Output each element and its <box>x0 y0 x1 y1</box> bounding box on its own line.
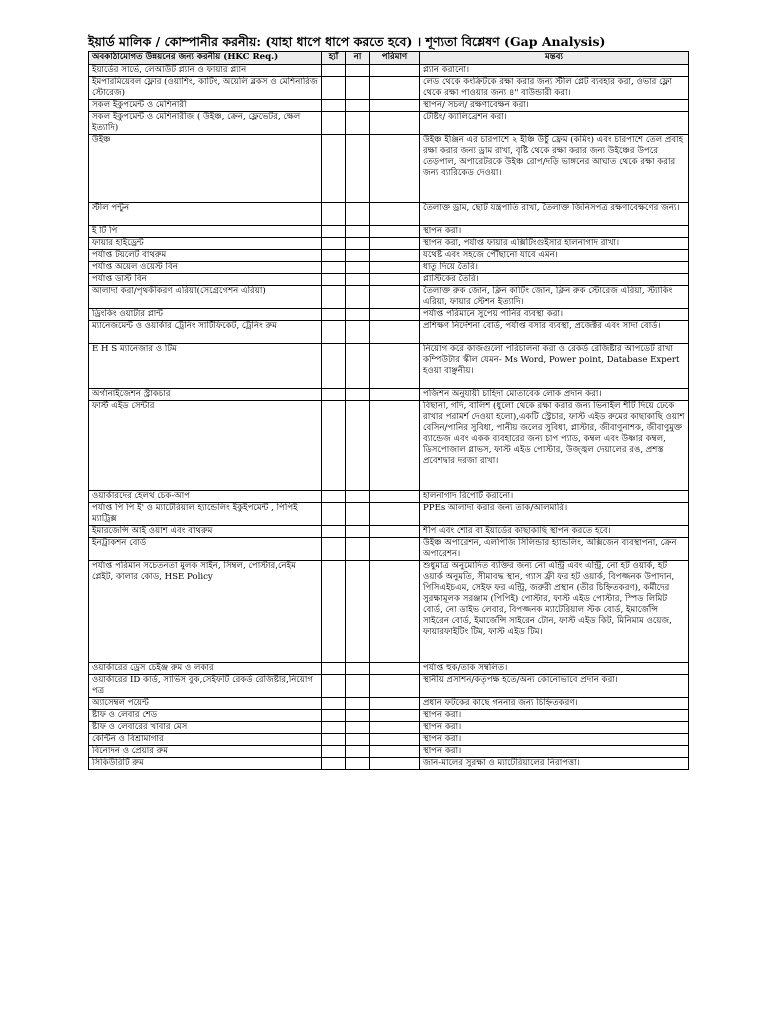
row-item: ফায়ার হাইড্রেন্ট <box>89 238 322 250</box>
document-page <box>88 34 688 770</box>
row-quantity-cell <box>370 503 420 526</box>
row-quantity-cell <box>370 746 420 758</box>
table-row <box>89 663 689 675</box>
table-row <box>89 309 689 321</box>
row-no-cell <box>346 675 370 698</box>
row-no-cell <box>346 734 370 746</box>
row-quantity-cell <box>370 663 420 675</box>
row-remark: লেড থেকে কংক্রিটকে রক্ষা করার জন্য স্টীল প্লেট ব্যবহার করা, ওভার ফ্লো থেকে রক্ষা পাওয়ার জন্য ৪" বাউন্ডারী করা। <box>420 77 689 100</box>
row-remark: স্থানীয় প্রসাশন/কতৃপক্ষ হতে/অন্য কোনোভাবে প্রদান করা। <box>420 675 689 698</box>
row-item: সকল ইকুপমেন্ট ও মেশিনারী <box>89 100 322 112</box>
row-yes-cell <box>322 722 346 734</box>
row-no-cell <box>346 538 370 561</box>
row-no-cell <box>346 238 370 250</box>
table-row <box>89 538 689 561</box>
row-remark: স্থাপন/ সচল/ রক্ষণাবেক্ষন করা। <box>420 100 689 112</box>
header-quantity: পরিমাণ <box>370 52 420 65</box>
row-quantity-cell <box>370 710 420 722</box>
row-no-cell <box>346 758 370 770</box>
row-yes-cell <box>322 344 346 389</box>
row-no-cell <box>346 274 370 286</box>
row-item: অর্গানাইজেশন স্ট্রাকচার <box>89 389 322 401</box>
row-item: কেন্টিন ও বিশ্রামাগার <box>89 734 322 746</box>
row-item: ইমারজেন্সি আই ওয়াশ এবং বাথরুম <box>89 526 322 538</box>
row-item: ইমপারমিয়েবল ফ্লোর (ওয়াশিং, কাটিং, অয়েলি ব্লকস ও মেশিনারিজ স্টোরেজ) <box>89 77 322 100</box>
row-quantity-cell <box>370 561 420 663</box>
row-item: উইঞ্চ <box>89 135 322 203</box>
row-quantity-cell <box>370 538 420 561</box>
row-no-cell <box>346 250 370 262</box>
row-item: ইনট্রাকশন বোর্ড <box>89 538 322 561</box>
header-row <box>89 52 689 65</box>
row-remark: স্থাপন করা, পর্যাপ্ত ফায়ার এক্সিটিংগুইসার হালনাগাদ রাখা। <box>420 238 689 250</box>
header-no: না <box>346 52 370 65</box>
row-quantity-cell <box>370 344 420 389</box>
row-no-cell <box>346 698 370 710</box>
row-no-cell <box>346 526 370 538</box>
row-yes-cell <box>322 758 346 770</box>
row-item: বিনোদন ও প্রেয়ার রুম <box>89 746 322 758</box>
row-quantity-cell <box>370 274 420 286</box>
row-yes-cell <box>322 526 346 538</box>
row-yes-cell <box>322 203 346 226</box>
table-row <box>89 77 689 100</box>
row-item: সকল ইকুপমেন্ট ও মেশিনারীজ ( উইঞ্চ, ক্রেন, ফ্লেভেটর, ক্ষেল ইত্যাদি) <box>89 112 322 135</box>
row-yes-cell <box>322 77 346 100</box>
row-item: ওয়ার্কারের ড্রেস চেইঞ্জ রুম ও লকার <box>89 663 322 675</box>
row-no-cell <box>346 389 370 401</box>
row-yes-cell <box>322 503 346 526</box>
row-no-cell <box>346 226 370 238</box>
row-quantity-cell <box>370 135 420 203</box>
table-row <box>89 758 689 770</box>
table-row <box>89 503 689 526</box>
row-yes-cell <box>322 663 346 675</box>
row-yes-cell <box>322 135 346 203</box>
row-no-cell <box>346 100 370 112</box>
row-no-cell <box>346 309 370 321</box>
row-remark: টেষ্টিং/ ক্যালিব্রেশন করা। <box>420 112 689 135</box>
row-quantity-cell <box>370 675 420 698</box>
row-remark: পজিশন অনুযায়ী চাহিদা মোতাবেক লোক প্রদান করা। <box>420 389 689 401</box>
row-item: ইয়ার্ডের সার্ভে, লেআউট প্ল্যান ও ফায়ার প্ল্যান <box>89 65 322 77</box>
row-item: ম্যানেজমেন্ট ও ওয়ার্কার ট্রেনিং সার্টিফিকেট, ট্রেনিং রুম <box>89 321 322 344</box>
table-row <box>89 710 689 722</box>
row-no-cell <box>346 286 370 309</box>
table-row <box>89 286 689 309</box>
row-no-cell <box>346 112 370 135</box>
row-yes-cell <box>322 112 346 135</box>
row-quantity-cell <box>370 65 420 77</box>
row-item: E H S ম্যানেজার ও টিম <box>89 344 322 389</box>
row-remark: প্লাস্টিকের তৈরি। <box>420 274 689 286</box>
row-item: ড্রিংকিং ওয়াটার প্লান্ট <box>89 309 322 321</box>
row-yes-cell <box>322 321 346 344</box>
row-no-cell <box>346 321 370 344</box>
row-remark: হালনাগাদ রিপোর্ট করানো। <box>420 491 689 503</box>
row-item: ফার্স্ট এইড সেন্টার <box>89 401 322 491</box>
row-yes-cell <box>322 675 346 698</box>
row-remark: তৈলাক্ত ড্রাম, ছোট যন্ত্রপাতি রাখা, তৈলাক্ত জিনিসপত্র রক্ষণাবেক্ষণের জন্য। <box>420 203 689 226</box>
table-row <box>89 722 689 734</box>
table-row <box>89 746 689 758</box>
row-remark: যথেষ্ট এবং সহজে পৌঁছানো যাবে এমন। <box>420 250 689 262</box>
row-remark: প্রধান ফটকের কাছে গননার জন্য চিহ্নিতকরণ। <box>420 698 689 710</box>
row-quantity-cell <box>370 401 420 491</box>
row-remark: উইঞ্চ অপারেশন, এলপিজি সিলিন্ডার হ্যান্ডলিং, অক্সিজেন ব্যবস্থাপনা, ক্রেন অপারেশন। <box>420 538 689 561</box>
row-item: ওয়ার্কারদের হেলথ চেক-আপ <box>89 491 322 503</box>
table-row <box>89 135 689 203</box>
row-yes-cell <box>322 262 346 274</box>
row-quantity-cell <box>370 100 420 112</box>
row-no-cell <box>346 262 370 274</box>
table-row <box>89 65 689 77</box>
row-quantity-cell <box>370 112 420 135</box>
row-quantity-cell <box>370 526 420 538</box>
row-quantity-cell <box>370 262 420 274</box>
row-quantity-cell <box>370 722 420 734</box>
row-quantity-cell <box>370 238 420 250</box>
row-yes-cell <box>322 309 346 321</box>
row-quantity-cell <box>370 203 420 226</box>
row-no-cell <box>346 491 370 503</box>
row-remark: PPEs আলাদা করার জন্য তাক/আলমারি। <box>420 503 689 526</box>
document-title: ইয়ার্ড মালিক / কোম্পানীর করনীয়: (যাহা ধাপে ধাপে করতে হবে) । শূণ্যতা বিশ্লেষণ (Gap Analysis) <box>88 34 606 49</box>
row-yes-cell <box>322 65 346 77</box>
row-remark: শীপ এবং শোর বা ইয়ার্ডের কাছাকাছি স্থাপন করতে হবে। <box>420 526 689 538</box>
row-item: পর্যাপ্ত পরিমান সচেতনতা মুলক সাইন, সিম্বল, পোস্টার,নেইম প্লেইট, কালার কোড, HSE Policy <box>89 561 322 663</box>
row-item: অ্যাসেম্বল পয়েন্ট <box>89 698 322 710</box>
row-item: পর্যাপ্ত টয়লেট বাথরুম <box>89 250 322 262</box>
row-no-cell <box>346 344 370 389</box>
table-row <box>89 112 689 135</box>
row-no-cell <box>346 561 370 663</box>
header-item: অবকাঠামোগত উন্নয়নের জন্য করনীয় (HKC Req.) <box>89 52 322 65</box>
row-quantity-cell <box>370 734 420 746</box>
table-row <box>89 226 689 238</box>
row-yes-cell <box>322 561 346 663</box>
row-remark: পর্যাপ্ত পরিমানে সুপেয় পানির ব্যবস্থা করা। <box>420 309 689 321</box>
table-row <box>89 203 689 226</box>
row-remark: স্থাপন করা। <box>420 746 689 758</box>
row-quantity-cell <box>370 77 420 100</box>
table-row <box>89 526 689 538</box>
row-yes-cell <box>322 286 346 309</box>
row-yes-cell <box>322 226 346 238</box>
row-remark: তৈলাক্ত রুক জোন, ক্লিন কাটিং জোন, ক্লিন রুক স্টোরেজ এরিয়া, স্ট্যাকিং এরিয়া, ফায়ার স্টেশন ইত্যাদি। <box>420 286 689 309</box>
row-quantity-cell <box>370 491 420 503</box>
row-quantity-cell <box>370 758 420 770</box>
row-remark: উইঞ্চ ইঞ্জিন এর চারপাশে ২ ইঞ্চি উচুঁ ফ্রেম (কমিং) এবং চারপাশে তেল প্রবাহ রক্ষা করার জন্য ড্রাম রাখা, বৃষ্টি থেকে রক্ষা করার জন্য উইঞ্চের উপরে তেড়পাল, অপারেটরকে উইঞ্চ রোপ/দড়ি ভাঙ্গনের আঘাত থেকে রক্ষা করার জন্য ব্যারিকেড দেওয়া। <box>420 135 689 203</box>
table-row <box>89 561 689 663</box>
row-yes-cell <box>322 100 346 112</box>
row-remark: স্থাপন করা। <box>420 722 689 734</box>
table-row <box>89 344 689 389</box>
table-row <box>89 100 689 112</box>
row-remark: প্রশিক্ষণ নির্দেশনা বোর্ড, পর্যাপ্ত বসার ব্যবস্থা, প্রজেক্টর এবং সাদা বোর্ড। <box>420 321 689 344</box>
row-remark: স্থাপন করা। <box>420 226 689 238</box>
row-quantity-cell <box>370 698 420 710</box>
row-item: স্টীল পন্টুন <box>89 203 322 226</box>
row-no-cell <box>346 722 370 734</box>
row-remark: স্থাপন করা। <box>420 734 689 746</box>
row-remark: শুধুমাত্র অনুমোদিত ব্যক্তির জন্য নো এন্ট্রি এবং এন্ট্রি, নো হট ওয়ার্ক, হট ওয়ার্ক অনুমতি, সীমাবদ্ধ স্থান, গ্যাস ফ্রী ফর হট ওয়ার্ক, বিপজ্জনক উপাদান, পিসিএইচএম, সেইফ ফর এন্ট্রি, জরুরী প্রস্থান (তীর চিহ্নিতকরণ), কর্মীদের সুরক্ষামূলক সরঞ্জাম (পিপিই) পোস্টার, ফাস্ট এইড পোস্টার, স্পিড লিমিট বোর্ড, নো ডাইভ লেবার, বিপজ্জনক ম্যাটেরিয়াল স্টক বোর্ড, ইমার্জেন্সি সাইরেন বোর্ড, ইমার্জেন্সি সাইরেন টোন, ফাস্ট এইড কিট, মিনিমাম ওয়েজ, ফায়ারফাইটিং টিম, ফাস্ট এইড টিম। <box>420 561 689 663</box>
table-row <box>89 250 689 262</box>
row-no-cell <box>346 503 370 526</box>
row-yes-cell <box>322 491 346 503</box>
table-row <box>89 262 689 274</box>
row-item: ষ্টাফ ও লেবার শেড <box>89 710 322 722</box>
row-no-cell <box>346 77 370 100</box>
row-remark: স্থাপন করা। <box>420 710 689 722</box>
row-quantity-cell <box>370 226 420 238</box>
row-quantity-cell <box>370 286 420 309</box>
row-yes-cell <box>322 401 346 491</box>
row-item: ষ্টাফ ও লেবারের খাবার মেস <box>89 722 322 734</box>
row-quantity-cell <box>370 309 420 321</box>
row-item: সিকিউরিটি রুম <box>89 758 322 770</box>
row-yes-cell <box>322 734 346 746</box>
header-yes: হ্যাঁ <box>322 52 346 65</box>
row-remark: পর্যাপ্ত হুক/তাক সম্বলিত। <box>420 663 689 675</box>
row-yes-cell <box>322 746 346 758</box>
row-no-cell <box>346 135 370 203</box>
row-no-cell <box>346 663 370 675</box>
header-remark: মন্তব্য <box>420 52 689 65</box>
table-row <box>89 238 689 250</box>
row-yes-cell <box>322 238 346 250</box>
row-remark: বিছানা, গদি, বালিশ (ধুলো থেকে রক্ষা করার জন্য ভিনাইল শীট দিয়ে ঢেকে রাখার পরামর্শ দেওয়া হলো),একটি স্ট্রেচার, ফাস্ট এইড রুমের কাছাকাছি ওয়াশ বেসিন/পানির সুবিধা, পানীয় জলের সুবিধা, প্লাস্টার, জীবাণুনাশক, জীবাণুমুক্ত ব্যান্ডেজ এবং একক ব্যবহারের জন্য চাপ প্যাড, কম্বল এবং উষ্ণার কম্বল, ডিসপোজাল গ্লাভস, ফাস্ট এইড পোস্টার, উজ্জ্বল দেয়ালের রঙ, প্রশস্ত প্রবেশদ্বার দরজা রাখা। <box>420 401 689 491</box>
row-quantity-cell <box>370 250 420 262</box>
row-no-cell <box>346 65 370 77</box>
table-row <box>89 734 689 746</box>
row-no-cell <box>346 401 370 491</box>
row-item: আলাদা করা/পৃথকীকরণ এরিয়া(সেগ্রেগেশন এরিয়া) <box>89 286 322 309</box>
row-item: পর্যাপ্ত পি পি ই' ও ম্যাটেরিয়াল হ্যান্ডেলিং ইকুইপমেন্ট , পিপিই ম্যাট্রিক্স <box>89 503 322 526</box>
row-item: পর্যাপ্ত ডাস্ট বিন <box>89 274 322 286</box>
row-no-cell <box>346 746 370 758</box>
row-remark: প্ল্যান করানো। <box>420 65 689 77</box>
row-yes-cell <box>322 538 346 561</box>
table-row <box>89 491 689 503</box>
row-remark: ধাতু দিয়ে তৈরি। <box>420 262 689 274</box>
gap-analysis-table <box>88 51 689 770</box>
row-yes-cell <box>322 698 346 710</box>
table-row <box>89 698 689 710</box>
table-row <box>89 321 689 344</box>
row-item: ওয়ার্কারের ID কার্ড, সার্ভিস বুক,সেইফটি রেকর্ড রেজিষ্টার,নিয়োগ পত্র <box>89 675 322 698</box>
row-yes-cell <box>322 389 346 401</box>
row-item: পর্যাপ্ত অয়েল ওয়েস্ট বিন <box>89 262 322 274</box>
table-row <box>89 274 689 286</box>
row-quantity-cell <box>370 321 420 344</box>
table-row <box>89 401 689 491</box>
row-yes-cell <box>322 274 346 286</box>
row-no-cell <box>346 710 370 722</box>
row-remark: নিয়োগ করে কাজগুলো পরিচালনা করা ও রেকর্ড রেজিষ্টার আপডেট রাখা কম্পিউটার স্কীল যেমন- Ms Word, Power point, Database Expert হওয়া বাঞ্ছনীয়। <box>420 344 689 389</box>
row-yes-cell <box>322 710 346 722</box>
row-remark: জান-মালের সুরক্ষা ও ম্যাটেরিয়ালের নিরাপত্তা। <box>420 758 689 770</box>
table-row <box>89 389 689 401</box>
row-item: ই টি পি <box>89 226 322 238</box>
table-row <box>89 675 689 698</box>
row-quantity-cell <box>370 389 420 401</box>
row-no-cell <box>346 203 370 226</box>
row-yes-cell <box>322 250 346 262</box>
